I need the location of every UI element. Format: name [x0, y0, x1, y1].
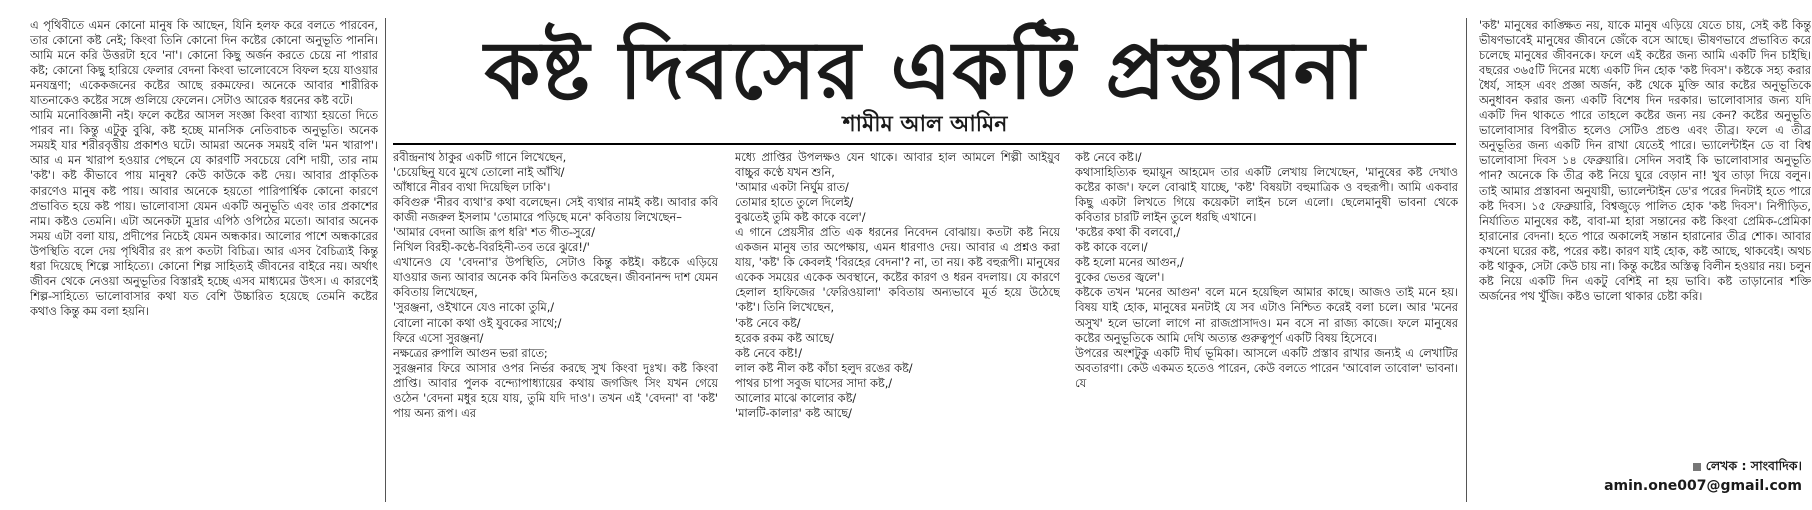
verse-line: আলোর মাঝে কালোর কষ্ট/ [735, 391, 857, 405]
paragraph: এখানেও যে 'বেদনা'র উপস্থিতি, সেটাও কিন্তু কষ্টই। কষ্টকে এড়িয়ে যাওয়ার জন্য আবার অনেক কবি মিনতিও করেছেন। জীবনানন্দ দাশ যেমন কবিতায় লিখেছেন, [393, 256, 718, 300]
article-title: কষ্ট দিবসের একটি প্রস্তাবনা [484, 23, 1366, 117]
verse-line: হরেক রকম কষ্ট আছে/ [735, 331, 834, 345]
author-note-text: লেখক : সাংবাদিক। [1705, 458, 1802, 473]
verse-line: বুঝতেই তুমি কষ্ট কাকে বলে'/ [735, 211, 866, 225]
verse-line: কষ্ট হলো মনের আগুন,/ [1075, 256, 1184, 270]
verse-line: কষ্ট কাকে বলে।/ [1075, 241, 1148, 255]
verse-line: লাল কষ্ট নীল কষ্ট কাঁচা হলুদ রঙের কষ্ট/ [735, 361, 913, 375]
verse-line: ফিরে এসো সুরঞ্জনা/ [393, 331, 484, 345]
paragraph: আমি মনোবিজ্ঞানী নই। ফলে কষ্টের আসল সংজ্ঞা কিংবা ব্যাখ্যা হয়তো দিতে পারব না। কিন্তু এটুকু বুঝি, কষ্ট হচ্ছে মানসিক নেতিবাচক অনুভূতি। অনেক সময়ই যার শরীরবৃত্তীয় প্রকাশও ঘটে। আমরা অনেক সময়ই বলি 'মন খারাপ'। আর এ মন খারাপ হওয়ার পেছনে যে কারণটি সবচেয়ে বেশি দায়ী, তার নাম 'কষ্ট'। কষ্ট কীভাবে পায় মানুষ? কেউ কাউকে কষ্ট দেয়। আবার প্রাকৃতিক কারণেও মানুষ কষ্ট পায়। আবার অনেকে হয়তো পারিপার্শ্বিক কোনো কারণে প্রভাবিত হয়ে কষ্ট পায়। ভালোবাসা যেমন একটি অনুভূতি এবং তার প্রকাশের নাম। কষ্টও তেমনি। এটা অনেকটা মুদ্রার এপিঠ ওপিঠের মতো। আবার অনেক সময় এটা বলা যায়, প্রদীপের নিচেই যেমন অন্ধকার। আলোর পাশে অন্ধকারের উপস্থিতি বলে দেয় পৃথিবীর রং রূপ কতটা বিচিত্র। আর এসব বৈচিত্র্যই কিন্তু ধরা দিয়েছে শিল্পে সাহিত্যে। কোনো শিল্প সাহিত্যই জীবনের বাইরে নয়। অর্থাৎ জীবন থেকে নেওয়া অনুভূতির বিস্তারই হচ্ছে এসব মাধ্যমের উৎস। এ কারণেই শিল্প-সাহিত্যে ভালোবাসার কথা যত বেশি উচ্চারিত হয়েছে তেমনি কষ্টের কথাও কিন্তু কম বলা হয়নি। [30, 109, 378, 318]
paragraph: 'কষ্ট' মানুষের কাঙ্ক্ষিত নয়, যাকে মানুষ এড়িয়ে যেতে চায়, সেই কষ্ট কিন্তু ভীষণভাবেই মানুষের জীবনে জেঁকে বসে আছে। ভীষণভাবে প্রভাবিত করে চলেছে মানুষের জীবনকে। ফলে এই কষ্টের জন্য আমি একটি দিন চাইছি। বছরের ৩৬৫টি দিনের মধ্যে একটি দিন হোক 'কষ্ট দিবস'। কষ্টকে সহ্য করার ধৈর্য, সাহস এবং প্রজ্ঞা অর্জন, কষ্ট থেকে মুক্তি আর কষ্টের অনুভূতিকে অনুধাবন করার জন্য একটি বিশেষ দিন দরকার। ভালোবাসার জন্য যদি একটি দিন থাকতে পারে তাহলে কষ্টের জন্য নয় কেন? কষ্টের অনুভূতি ভালোবাসার বিপরীত হলেও সেটিও প্রচণ্ড এবং তীব্র। ফলে এ তীব্র অনুভূতির জন্য একটি দিন রাখা যেতেই পারে। ভ্যালেন্টাইন ডে বা বিশ্ব ভালোবাসা দিবস ১৪ ফেব্রুয়ারি। সেদিন সবাই কি ভালোবাসার অনুভূতি পান? অনেকে কি তীব্র কষ্ট নিয়ে ঘুরে বেড়ান না! খুব তাড়া দিয়ে বলুন। তাই আমার প্রস্তাবনা অনুযায়ী, ভ্যালেন্টাইন ডে'র পরের দিনটাই হতে পারে কষ্ট দিবস। ১৫ ফেব্রুয়ারি, বিশ্বজুড়ে পালিত হোক 'কষ্ট দিবস'। নিপীড়িত, নির্যাতিত মানুষের কষ্ট, বাবা-মা হারা সন্তানের কষ্ট কিংবা প্রেমিক-প্রেমিকা হারানোর বেদনা। হতে পারে অকালেই সন্তান হারানোর তীব্র শোক। আবার কখনো ঘরের কষ্ট, পরের কষ্ট। কারণ যাই হোক, কষ্ট আছে, থাকবেই। অথচ কষ্ট থাকুক, সেটা কেউ চায় না। কিন্তু কষ্টের অস্তিত্ব বিলীন হওয়ার নয়। চলুন কষ্ট নিয়ে একটি দিন একটু বেশিই না হয় ভাবি। কষ্ট তাড়ানোর শক্তি অর্জনের পথ খুঁজি। কষ্টও ভালো থাকার চেষ্টা করি। [1479, 19, 1811, 303]
verse-line: 'মালটি-কালার' কষ্ট আছে/ [735, 406, 852, 420]
verse-line: পাথর চাপা সবুজ ঘাসের সাদা কষ্ট,/ [735, 376, 893, 390]
paragraph: মধ্যে প্রাপ্তির উপলক্ষও যেন থাকে। আবার হাল আমলে শিল্পী আইয়ুব বাচ্চুর কণ্ঠে যখন শুনি, [735, 151, 1060, 180]
paragraph: উপরের অংশটুকু একটি দীর্ঘ ভূমিকা। আসলে একটি প্রস্তাব রাখার জন্যই এ লেখাটির অবতারণা। কেউ একমত হতেও পারেন, কেউ বলতে পারেন 'আবোল তাবোল' ভাবনা। যে [1075, 346, 1458, 390]
verse-line: 'চেয়েছিনু যবে মুখে তোলো নাই আঁখি/ [393, 166, 565, 180]
article-column-3 [735, 150, 1060, 500]
verse-line: কষ্ট নেবে কষ্ট!/ [735, 346, 803, 360]
title-rule [393, 143, 1456, 145]
verse-line: কষ্ট নেবে কষ্ট।/ [1075, 151, 1142, 164]
paragraph: কষ্টকে তখন 'মনের আগুন' বলে মনে হয়েছিল আমার কাছে। আজও তাই মনে হয়। বিষয় যাই হোক, মানুষের মনটাই যে সব এটাও নিশ্চিত করেই বলা চলে। আর 'মনের অসুখ' হলে ভালো লাগে না রাজপ্রাসাদও। মন বসে না রাজ্য কাজে। ফলে মানুষের কষ্টের অনুভূতিকে আমি দেখি অত্যন্ত গুরুত্বপূর্ণ একটি বিষয় হিসেবে। [1075, 286, 1458, 345]
verse-line: 'আমার একটা নির্ঘুম রাত/ [735, 181, 849, 195]
square-bullet-icon [1693, 463, 1701, 471]
verse-line: আঁধারে নীরব ব্যথা দিয়েছিল ঢাকি'। [393, 181, 551, 195]
author-email: amin.one007@gmail.com [1604, 478, 1802, 494]
paragraph: সুরঞ্জনার ফিরে আসার ওপর নির্ভর করছে সুখ কিংবা দুঃখ। কষ্ট কিংবা প্রাপ্তি। আবার পুলক বন্দ্যোপাধ্যায়ের কথায় জগজিৎ সিং যখন গেয়ে ওঠেন 'বেদনা মধুর হয়ে যায়, তুমি যদি দাও'। তখন এই 'বেদনা' বা 'কষ্ট' পায় অন্য রূপ। এর [393, 361, 718, 420]
article-column-2 [393, 150, 718, 500]
verse-line: বুকের ভেতর জ্বলে'। [1075, 271, 1165, 285]
author-note [1472, 458, 1802, 478]
paragraph: এ পৃথিবীতে এমন কোনো মানুষ কি আছেন, যিনি হলফ করে বলতে পারবেন, তার কোনো কষ্ট নেই; কিংবা তিনি কোনো দিন কষ্টের কোনো অনুভূতি পাননি। আমি মনে করি উত্তরটা হবে 'না'। কোনো কিছু অর্জন করতে চেয়ে না পারার কষ্ট; কোনো কিছু হারিয়ে ফেলার বেদনা কিংবা ভালোবেসে বিফল হয়ে যাওয়ার মনযন্ত্রণা; একেকজনের কষ্টের আছে রকমফের। অনেকে আবার শারীরিক যাতনাকেও কষ্টের সঙ্গে গুলিয়ে ফেলেন। সেটাও আরেক ধরনের কষ্ট বটে। [30, 19, 378, 108]
verse-line: 'কষ্টের কথা কী বলবো,/ [1075, 226, 1181, 240]
paragraph: রবীন্দ্রনাথ ঠাকুর একটি গানে লিখেছেন, [393, 151, 567, 164]
verse-line: বোলো নাকো কথা ওই যুবকের সাথে;/ [393, 316, 562, 330]
vertical-rule-left [385, 18, 386, 502]
paragraph: কবিগুরু 'নীরব ব্যথা'র কথা বলেছেন। সেই ব্যথার নামই কষ্ট। আবার কবি কাজী নজরুল ইসলাম 'তোমারে পড়িছে মনে' কবিতায় লিখেছেন– [393, 196, 718, 225]
vertical-rule-right [1466, 18, 1467, 502]
article-column-1 [30, 18, 378, 492]
article-byline: শামীম আল আমিন [842, 112, 1008, 137]
article-column-4 [1075, 150, 1458, 500]
verse-line: 'সুরঞ্জনা, ওইখানে যেও নাকো তুমি,/ [393, 301, 555, 315]
paragraph: কথাসাহিত্যিক হুমায়ূন আহমেদ তার একটি লেখায় লিখেছেন, 'মানুষের কষ্ট দেখাও কষ্টের কাজ'। ফলে বোঝাই যাচ্ছে, 'কষ্ট' বিষয়টা বহুমাত্রিক ও বহুরূপী। আমি একবার কিছু একটা লিখতে গিয়ে কয়েকটা লাইন চলে এলো। ছেলেমানুষী ভাবনা থেকে কবিতার চারটি লাইন তুলে ধরছি এখানে। [1075, 166, 1458, 225]
verse-line: 'আমার বেদনা আজি রূপ ধরি' শত গীত-সুরে/ [393, 226, 596, 240]
verse-line: 'কষ্ট নেবে কষ্ট/ [735, 316, 801, 330]
verse-line: তোমার হাতে তুলে দিলেই/ [735, 196, 854, 210]
paragraph: এ গানে প্রেয়সীর প্রতি এক ধরনের নিবেদন বোঝায়। কতটা কষ্ট নিয়ে একজন মানুষ তার অপেক্ষায়, এমন ধারণাও দেয়। আবার এ প্রশ্নও করা যায়, 'কষ্ট' কি কেবলই 'বিরহের বেদনা'? না, তা নয়। কষ্ট বহুরূপী। মানুষের একেক সময়ের একেক অবস্থানে, কষ্টের কারণ ও ধরন বদলায়। যে কারণে হেলাল হাফিজের 'ফেরিওয়ালা' কবিতায় অন্যভাবে মূর্ত হয়ে উঠেছে 'কষ্ট'। তিনি লিখেছেন, [735, 226, 1060, 315]
article-column-5 [1479, 18, 1811, 458]
verse-line: নক্ষত্রের রুপালি আগুন ভরা রাতে; [393, 346, 548, 360]
verse-line: নিখিল বিরহী-কণ্ঠে-বিরহিনী-তব তরে ঝুরে!/' [393, 241, 590, 255]
